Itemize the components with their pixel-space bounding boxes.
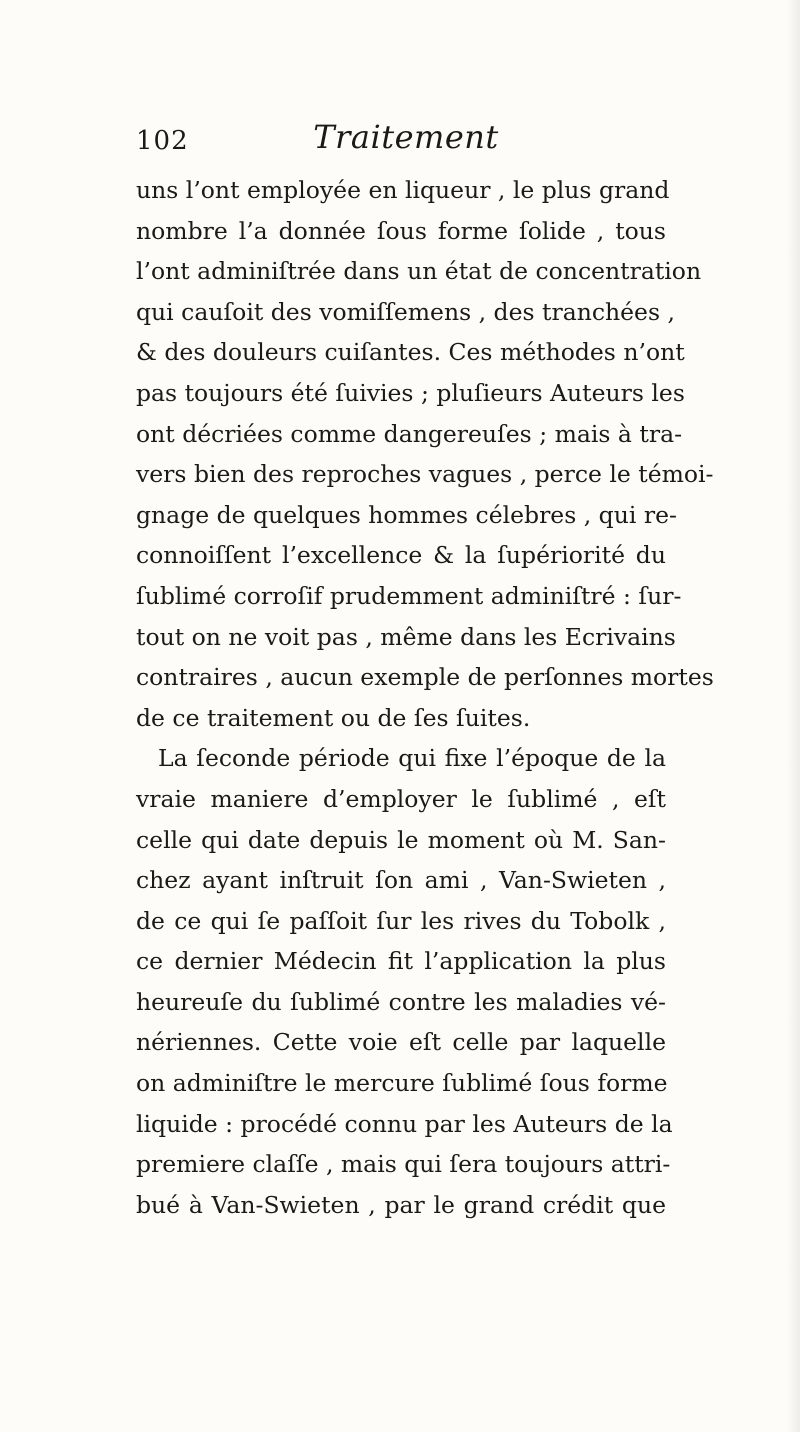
text-line: contraires , aucun exemple de perſonnes mortes [136, 663, 714, 692]
page-number: 102 [136, 126, 189, 156]
text-line: liquide : procédé connu par les Auteurs de la [136, 1109, 673, 1138]
text-line: nombre l’a donnée ſous forme ſolide , tous [136, 216, 666, 245]
text-line: tout on ne voit pas , même dans les Ecrivains [136, 622, 676, 651]
text-line: ſublimé corroſif prudemment adminiſtré : ſur- [136, 581, 682, 610]
text-line: celle qui date depuis le moment où M. San- [136, 825, 666, 854]
text-line: uns l’ont employée en liqueur , le plus grand [136, 176, 670, 204]
paragraph-end-line: de ce traitement ou de ſes ſuites. [136, 703, 531, 732]
text-line: ce dernier Médecin fit l’application la plus [136, 947, 666, 976]
text-line: nériennes. Cette voie eſt celle par laquelle [136, 1028, 666, 1057]
body-text [136, 170, 714, 1225]
text-line: on adminiſtre le mercure ſublimé ſous forme [136, 1069, 668, 1098]
paragraph-start-line: La ſeconde période qui fixe l’époque de la [158, 744, 666, 773]
text-line: gnage de quelques hommes célebres , qui re- [136, 500, 677, 529]
page-edge-shadow [786, 0, 800, 1432]
text-line: bué à Van-Swieten , par le grand crédit que [136, 1190, 666, 1219]
text-line: & des douleurs cuiſantes. Ces méthodes n’ont [136, 338, 685, 367]
text-line: l’ont adminiſtrée dans un état de concentration [136, 257, 702, 286]
text-line: vers bien des reproches vagues , perce le témoi- [136, 460, 714, 489]
text-line: ont décriées comme dangereuſes ; mais à tra- [136, 419, 683, 448]
text-line: qui cauſoit des vomiſſemens , des tranchées , [136, 297, 675, 326]
running-head: Traitement [313, 118, 499, 156]
text-line: de ce qui ſe paſſoit ſur les rives du Tobolk , [136, 906, 666, 935]
text-line: heureuſe du ſublimé contre les maladies vé- [136, 987, 666, 1016]
text-line: pas toujours été ſuivies ; pluſieurs Auteurs les [136, 378, 685, 407]
page-header [136, 118, 676, 162]
text-line: premiere claſſe , mais qui ſera toujours attri- [136, 1150, 671, 1179]
text-line: vraie maniere d’employer le ſublimé , eſt [136, 784, 666, 813]
text-line: connoiſſent l’excellence & la ſupériorité du [136, 541, 666, 570]
text-line: chez ayant inſtruit ſon ami , Van-Swieten , [136, 866, 666, 895]
